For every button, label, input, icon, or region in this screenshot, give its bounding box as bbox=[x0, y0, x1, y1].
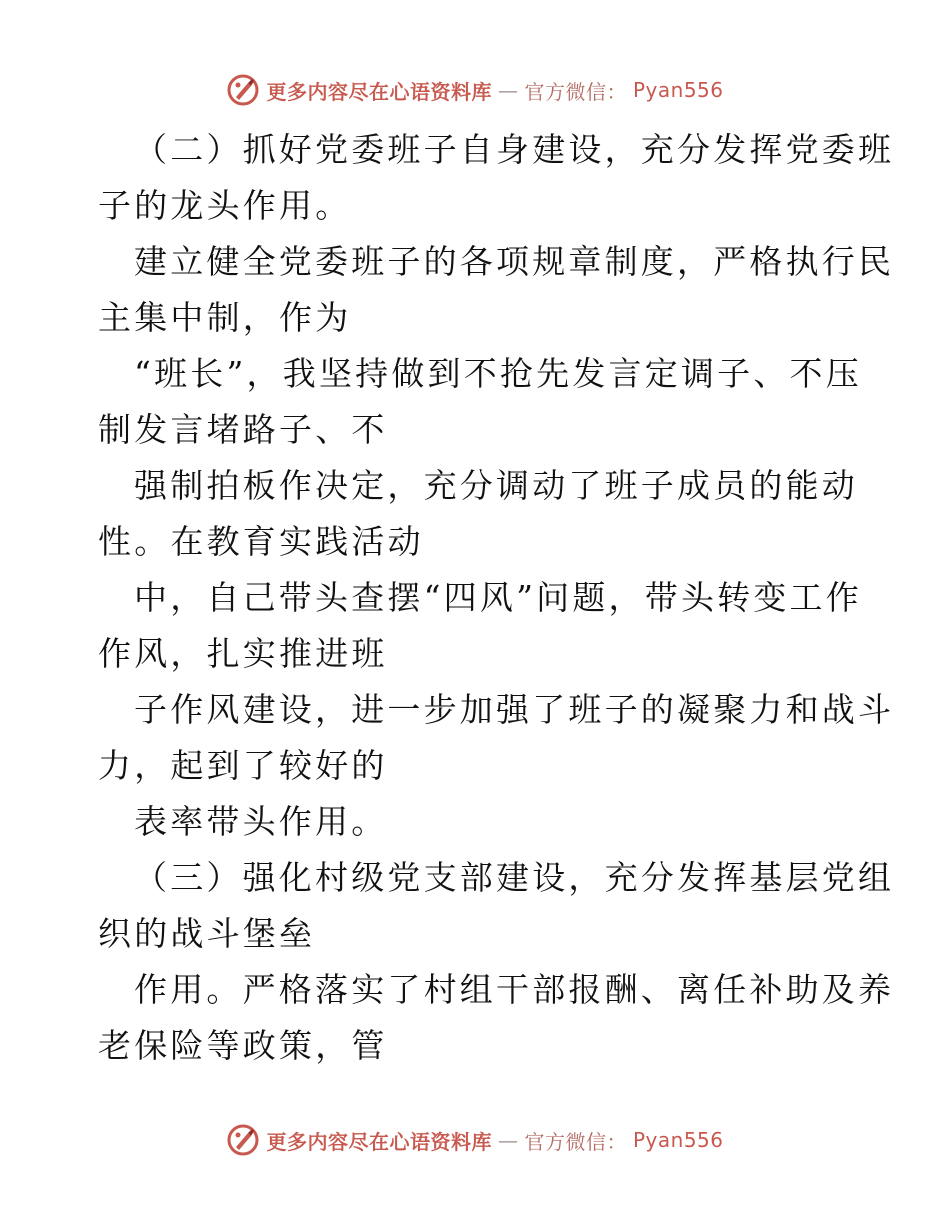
footer-watermark-inner bbox=[226, 1123, 723, 1157]
paragraph-line: 子作风建设，进一步加强了班子的凝聚力和战斗 bbox=[134, 690, 895, 729]
header-watermark-inner bbox=[226, 73, 723, 107]
paragraph-line: 主集中制，作为 bbox=[98, 298, 352, 337]
paragraph-line: 性。在教育实践活动 bbox=[98, 522, 424, 561]
document-body bbox=[98, 122, 895, 1074]
header-watermark bbox=[0, 68, 950, 112]
header-watermark-wechat-label: 官方微信： bbox=[524, 79, 627, 104]
brand-logo-icon bbox=[226, 1123, 260, 1157]
paragraph-line: 制发言堵路子、不 bbox=[98, 410, 388, 449]
paragraph-line: 中，自己带头查摆“四风”问题，带头转变工作 bbox=[134, 578, 862, 617]
footer-watermark-wechat-label: 官方微信： bbox=[524, 1129, 627, 1154]
paragraph-line: 强制拍板作决定，充分调动了班子成员的能动 bbox=[134, 466, 858, 505]
footer-watermark-wechat-id: Pyan556 bbox=[632, 1128, 724, 1152]
paragraph-line: 作用。严格落实了村组干部报酬、离任补助及养 bbox=[134, 970, 895, 1009]
footer-watermark-separator: — bbox=[497, 1128, 519, 1152]
paragraph-line: 建立健全党委班子的各项规章制度，严格执行民 bbox=[134, 242, 895, 281]
paragraph-line: 织的战斗堡垒 bbox=[98, 914, 316, 953]
brand-logo-icon bbox=[226, 73, 260, 107]
footer-watermark bbox=[0, 1118, 950, 1162]
paragraph-line: 力，起到了较好的 bbox=[98, 746, 388, 785]
paragraph-line: 子的龙头作用。 bbox=[98, 186, 352, 225]
paragraph-line: 表率带头作用。 bbox=[134, 802, 388, 841]
footer-watermark-main: 更多内容尽在心语资料库 bbox=[266, 1129, 492, 1154]
paragraph-line: 作风，扎实推进班 bbox=[98, 634, 388, 673]
paragraph-line: 老保险等政策，管 bbox=[98, 1026, 388, 1065]
paragraph-line: “班长”，我坚持做到不抢先发言定调子、不压 bbox=[134, 354, 862, 393]
header-watermark-separator: — bbox=[497, 78, 519, 102]
paragraph-line: （二）抓好党委班子自身建设，充分发挥党委班 bbox=[134, 130, 895, 169]
paragraph-line: （三）强化村级党支部建设，充分发挥基层党组 bbox=[134, 858, 895, 897]
header-watermark-wechat-id: Pyan556 bbox=[632, 78, 724, 102]
header-watermark-main: 更多内容尽在心语资料库 bbox=[266, 79, 492, 104]
